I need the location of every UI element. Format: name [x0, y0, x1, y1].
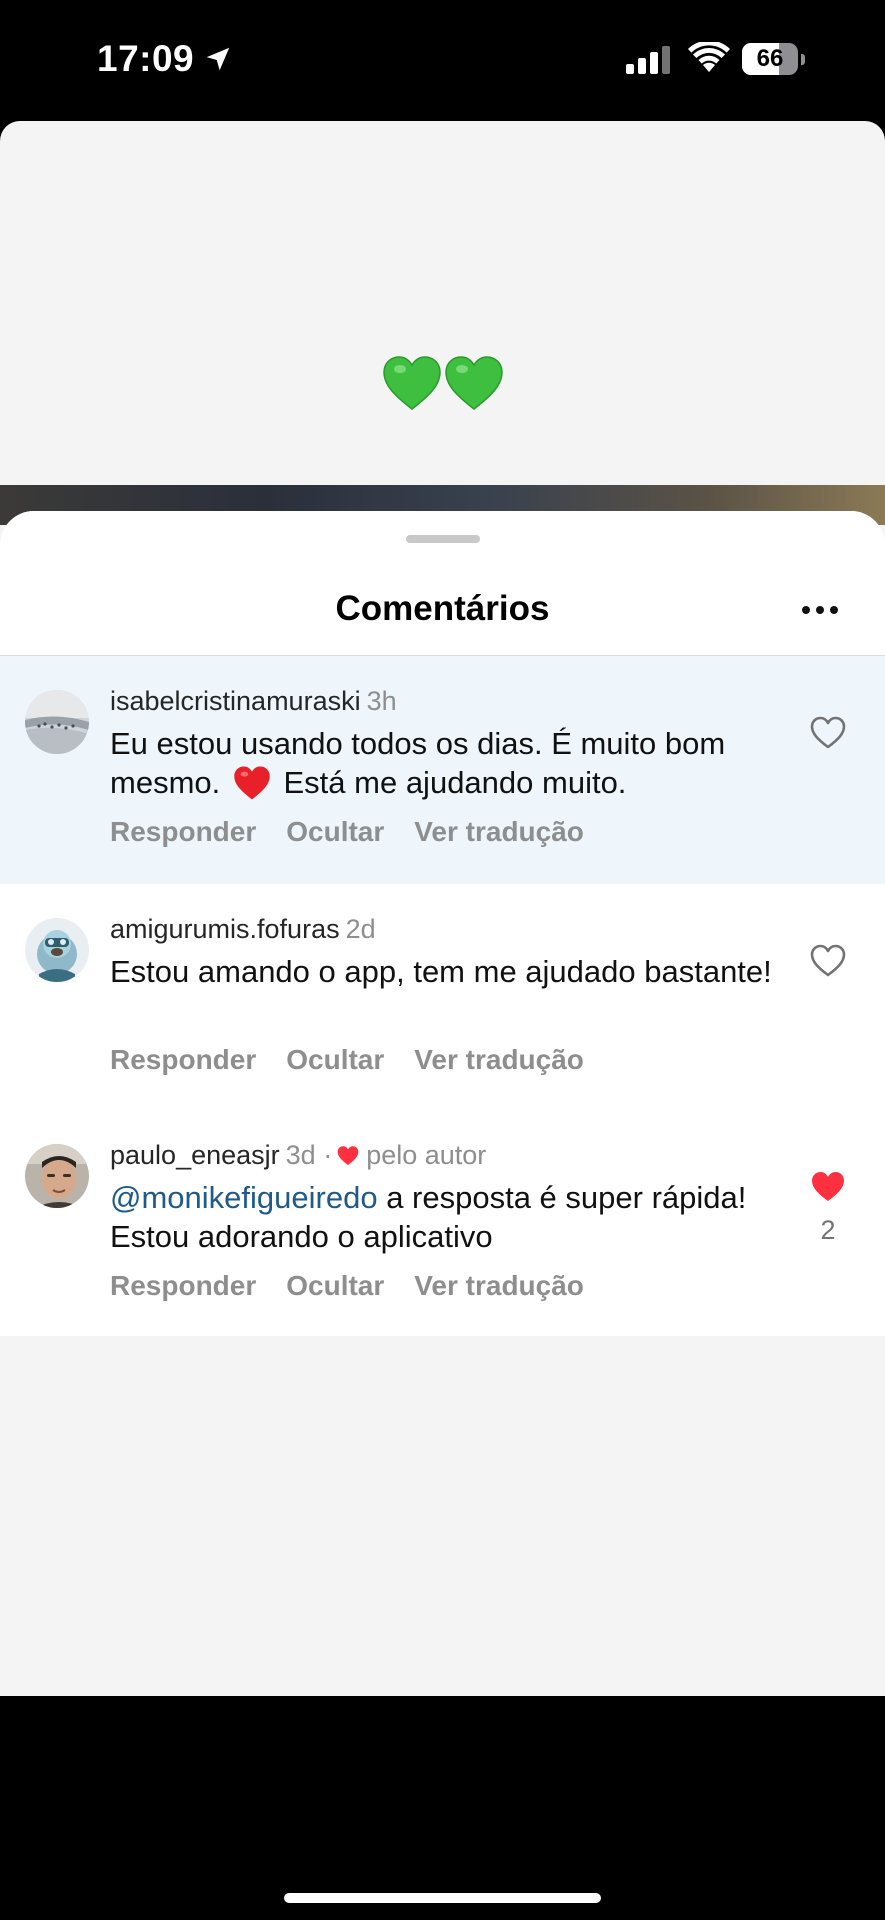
hide-button[interactable]: Ocultar [286, 1044, 385, 1075]
liked-by-author-label: pelo autor [366, 1140, 487, 1170]
hide-button[interactable]: Ocultar [286, 816, 385, 847]
comment-username[interactable]: paulo_eneasjr [110, 1140, 280, 1170]
mention-link[interactable]: @monikefigueiredo [110, 1180, 378, 1215]
author-liked-heart-icon [336, 1145, 360, 1167]
comment-header [110, 914, 376, 945]
separator-dot: · [323, 1140, 333, 1170]
comment-text-part: Está me ajudando muito. [283, 765, 627, 800]
comment-item [0, 656, 885, 884]
comment-actions [110, 1044, 614, 1076]
comment-username[interactable]: isabelcristinamuraski [110, 686, 361, 716]
comment-text: Estou amando o app, tem me ajudado bastante! [110, 954, 772, 989]
home-indicator[interactable] [284, 1893, 601, 1903]
battery-percent: 66 [756, 45, 784, 72]
liked-heart-icon[interactable] [810, 1170, 846, 1204]
status-time: 17:09 [97, 38, 195, 79]
comment-header [110, 1140, 486, 1171]
cellular-signal-icon [626, 46, 672, 74]
translate-button[interactable]: Ver tradução [414, 816, 584, 847]
avatar[interactable] [25, 918, 89, 982]
reply-button[interactable]: Responder [110, 816, 257, 847]
translate-button[interactable]: Ver tradução [414, 1270, 584, 1301]
comment-actions [110, 1270, 614, 1302]
wifi-icon [688, 42, 730, 74]
drag-handle[interactable] [406, 535, 480, 543]
comment-item [0, 1110, 885, 1336]
like-heart-icon[interactable] [810, 944, 846, 978]
translate-button[interactable]: Ver tradução [414, 1044, 584, 1075]
comment-time: 3h [366, 686, 397, 716]
sheet-header [0, 511, 885, 656]
comment-text [110, 724, 790, 802]
comment-text-part: Eu estou usando todos os dias. É muito bom mesmo. [110, 726, 726, 800]
like-count: 2 [820, 1215, 836, 1245]
comment-text [110, 1178, 790, 1256]
avatar[interactable] [25, 1144, 89, 1208]
location-arrow-icon [203, 44, 233, 74]
comment-time: 3d [285, 1140, 316, 1170]
comments-sheet [0, 511, 885, 1696]
battery-indicator [742, 43, 806, 75]
comment-text-part: a resposta é super rápida! Estou adorando o aplicativo [110, 1180, 747, 1254]
red-heart-emoji-icon [233, 765, 271, 801]
comment-username[interactable]: amigurumis.fofuras [110, 914, 340, 944]
comment-item [0, 884, 885, 1110]
sheet-title: Comentários [335, 589, 550, 628]
reply-button[interactable]: Responder [110, 1044, 257, 1075]
comment-actions [110, 816, 614, 848]
like-heart-icon[interactable] [810, 716, 846, 750]
more-options-icon[interactable] [800, 604, 840, 616]
green-heart-emoji-icon [382, 355, 442, 411]
avatar[interactable] [25, 690, 89, 754]
post-caption-emoji [0, 355, 885, 424]
green-heart-emoji-icon [444, 355, 504, 411]
comment-header [110, 686, 397, 717]
comment-time: 2d [345, 914, 376, 944]
comment-list [0, 656, 885, 1336]
hide-button[interactable]: Ocultar [286, 1270, 385, 1301]
status-bar [0, 0, 885, 120]
reply-button[interactable]: Responder [110, 1270, 257, 1301]
